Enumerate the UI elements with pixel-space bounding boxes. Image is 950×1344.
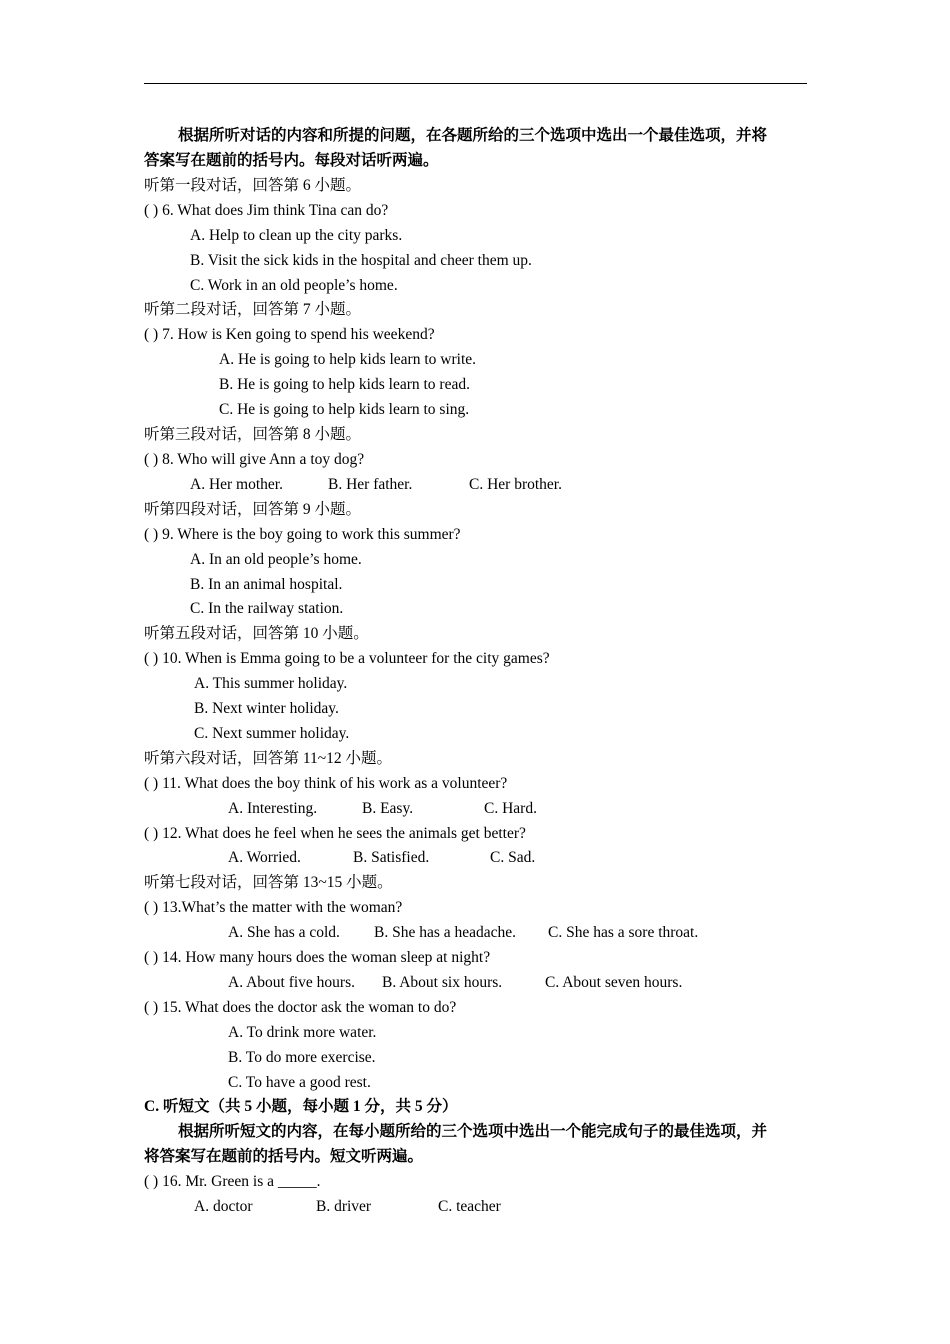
option-a: A. He is going to help kids learn to write. <box>219 351 476 368</box>
question-stem: ( ) 16. Mr. Green is a _____. <box>144 1173 321 1190</box>
section-c-title: C. 听短文（共 5 小题，每小题 1 分，共 5 分） <box>144 1098 458 1115</box>
question-stem: ( ) 11. What does the boy think of his work as a volunteer? <box>144 775 508 792</box>
option-c: C. Hard. <box>484 800 537 817</box>
option-c: C. Sad. <box>490 849 536 866</box>
instruction-line-2: 答案写在题前的括号内。每段对话听两遍。 <box>144 152 439 169</box>
option-b: B. Her father. <box>328 476 413 493</box>
option-b: B. He is going to help kids learn to read. <box>219 376 470 393</box>
option-b: B. Easy. <box>362 800 414 817</box>
option-b: B. About six hours. <box>382 974 503 991</box>
option-c: C. He is going to help kids learn to sing. <box>219 401 470 418</box>
question-stem: ( ) 9. Where is the boy going to work this summer? <box>144 526 461 543</box>
question-stem: ( ) 15. What does the doctor ask the woman to do? <box>144 999 457 1016</box>
option-b: B. Visit the sick kids in the hospital and cheer them up. <box>190 252 532 269</box>
dialogue-heading: 听第七段对话，回答第 13~15 小题。 <box>144 874 393 891</box>
option-a: A. Her mother. <box>190 476 283 493</box>
instruction-line-1: 根据所听对话的内容和所提的问题，在各题所给的三个选项中选出一个最佳选项，并将 <box>178 127 768 144</box>
option-b: B. To do more exercise. <box>228 1049 376 1066</box>
option-a: A. This summer holiday. <box>194 675 348 692</box>
question-stem: ( ) 10. When is Emma going to be a volunteer for the city games? <box>144 650 550 667</box>
option-c: C. To have a good rest. <box>228 1074 371 1091</box>
option-b: B. She has a headache. <box>374 924 517 941</box>
section-c-instruction-1: 根据所听短文的内容，在每小题所给的三个选项中选出一个能完成句子的最佳选项，并 <box>178 1123 768 1140</box>
option-a: A. Help to clean up the city parks. <box>190 227 403 244</box>
option-c: C. In the railway station. <box>190 600 344 617</box>
dialogue-heading: 听第一段对话，回答第 6 小题。 <box>144 177 362 194</box>
option-c: C. teacher <box>438 1198 501 1215</box>
question-stem: ( ) 14. How many hours does the woman sleep at night? <box>144 949 491 966</box>
option-b: B. Satisfied. <box>353 849 430 866</box>
option-c: C. Work in an old people’s home. <box>190 277 398 294</box>
question-stem: ( ) 6. What does Jim think Tina can do? <box>144 202 389 219</box>
option-a: A. In an old people’s home. <box>190 551 362 568</box>
dialogue-heading: 听第六段对话，回答第 11~12 小题。 <box>144 750 393 767</box>
question-stem: ( ) 12. What does he feel when he sees the animals get better? <box>144 825 526 842</box>
option-a: A. To drink more water. <box>228 1024 377 1041</box>
option-b: B. In an animal hospital. <box>190 576 343 593</box>
question-stem: ( ) 13.What’s the matter with the woman? <box>144 899 403 916</box>
header-rule <box>144 83 807 84</box>
section-c-instruction-2: 将答案写在题前的括号内。短文听两遍。 <box>144 1148 424 1165</box>
option-a: A. Worried. <box>228 849 301 866</box>
option-b: B. driver <box>316 1198 372 1215</box>
option-a: A. She has a cold. <box>228 924 340 941</box>
dialogue-heading: 听第三段对话，回答第 8 小题。 <box>144 426 362 443</box>
option-a: A. Interesting. <box>228 800 318 817</box>
question-stem: ( ) 7. How is Ken going to spend his weekend? <box>144 326 435 343</box>
option-a: A. doctor <box>194 1198 253 1215</box>
dialogue-heading: 听第五段对话，回答第 10 小题。 <box>144 625 369 642</box>
question-stem: ( ) 8. Who will give Ann a toy dog? <box>144 451 365 468</box>
option-c: C. Her brother. <box>469 476 562 493</box>
option-b: B. Next winter holiday. <box>194 700 339 717</box>
option-c: C. Next summer holiday. <box>194 725 350 742</box>
option-c: C. About seven hours. <box>545 974 683 991</box>
dialogue-heading: 听第二段对话，回答第 7 小题。 <box>144 301 362 318</box>
option-c: C. She has a sore throat. <box>548 924 699 941</box>
dialogue-heading: 听第四段对话，回答第 9 小题。 <box>144 501 362 518</box>
option-a: A. About five hours. <box>228 974 356 991</box>
